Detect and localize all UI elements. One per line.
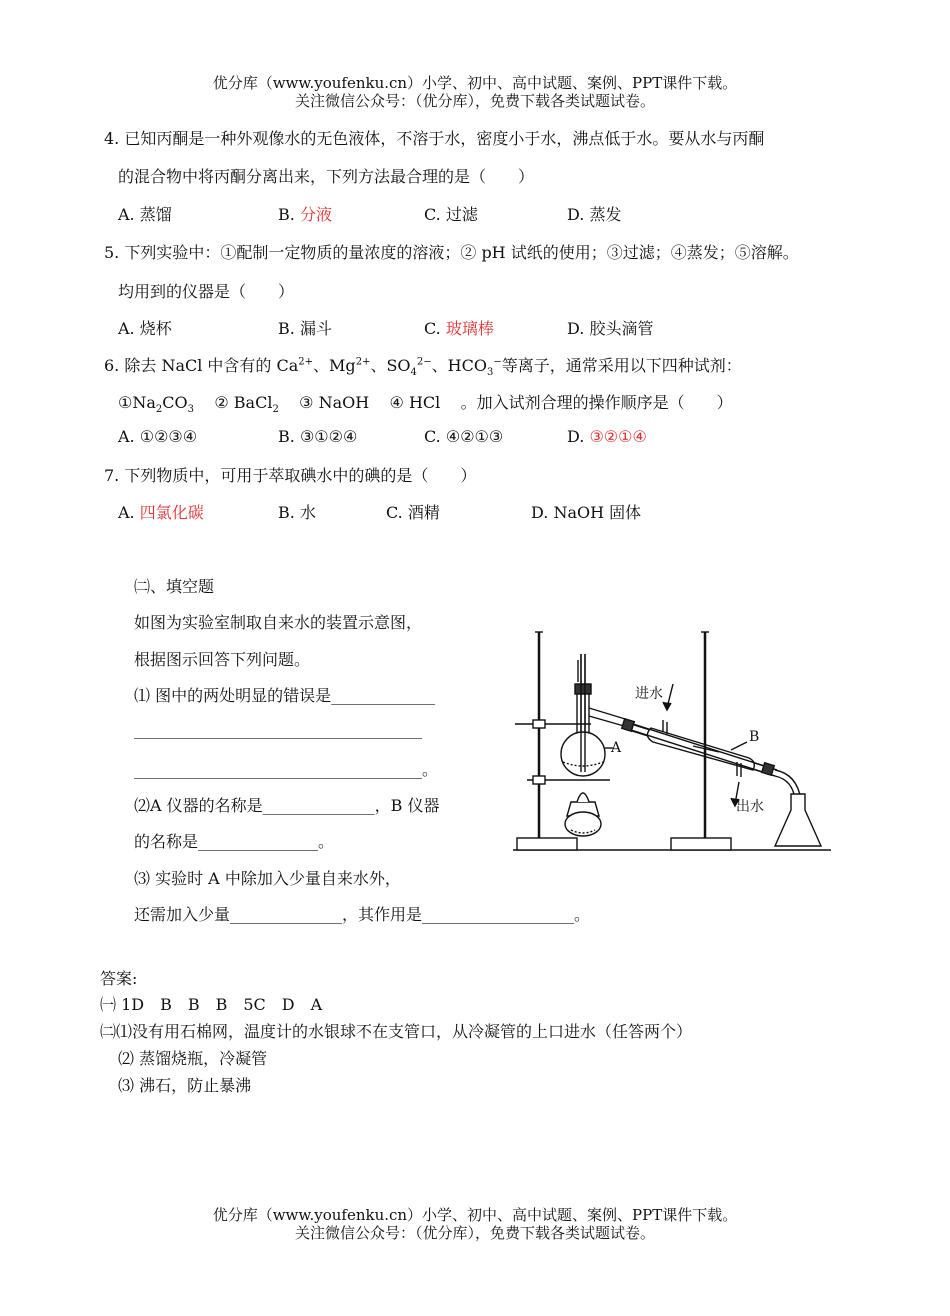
- q5-option-c[interactable]: C. 玻璃棒: [424, 319, 494, 338]
- q4-option-b[interactable]: B. 分液: [278, 205, 332, 224]
- flask-clamp: [515, 720, 591, 728]
- q4-stem-line1: 4. 已知丙酮是一种外观像水的无色液体，不溶于水，密度小于水，沸点低于水。要从水与丙酮: [104, 129, 765, 148]
- q7-option-a[interactable]: A. 四氯化碳: [118, 503, 204, 522]
- q4-stem-line2: 的混合物中将丙酮分离出来，下列方法最合理的是（ ）: [118, 167, 535, 186]
- q5-option-d[interactable]: D. 胶头滴管: [567, 319, 654, 338]
- fill-q1[interactable]: ⑴ 图中的两处明显的错误是_____________: [134, 686, 436, 705]
- footer-line-2: 关注微信公众号：（优分库），免费下载各类试题试卷。: [294, 1224, 655, 1242]
- answers-line-4: ⑶ 沸石，防止暴沸: [118, 1076, 252, 1095]
- q6-option-b[interactable]: B. ③①②④: [278, 427, 358, 446]
- fill-q1-blank-3[interactable]: ____________________________________。: [134, 760, 439, 779]
- fill-q3-line1: ⑶ 实验时 A 中除加入少量自来水外，: [134, 869, 401, 888]
- header-line-1: 优分库（www.youfenku.cn）小学、初中、高中试题、案例、PPT课件下载。: [212, 74, 738, 92]
- answers-title: 答案:: [100, 969, 138, 988]
- q4-option-d[interactable]: D. 蒸发: [567, 205, 622, 224]
- q7-option-c[interactable]: C. 酒精: [386, 503, 440, 522]
- answers-line-3: ⑵ 蒸馏烧瓶，冷凝管: [118, 1049, 268, 1068]
- q6-stem-tail: 。加入试剂合理的操作顺序是（ ）: [460, 393, 733, 412]
- label-water-in: 进水: [635, 686, 663, 702]
- q4-answer: 分液: [299, 205, 332, 224]
- q6-stem-line1: 6. 除去 NaCl 中含有的 $Ca^{2+}$、$Mg^{2+}$、$SO_4^{2-}$、$HCO_3^-$等离子，通常采用以下四种试剂：: [104, 356, 742, 379]
- alcohol-burner: [565, 793, 601, 836]
- q6-option-d[interactable]: D. ③②①④: [567, 427, 647, 446]
- reagent-4: ④ HCl: [389, 393, 441, 412]
- reagent-2: ② BaCl$_2$: [214, 393, 279, 416]
- inlet-arrow: [663, 684, 673, 710]
- q7-answer: 四氯化碳: [139, 503, 204, 522]
- q6-option-a[interactable]: A. ①②③④: [118, 427, 198, 446]
- q5-answer: 玻璃棒: [445, 319, 494, 338]
- q6-answer: ③②①④: [589, 427, 647, 446]
- fill-intro-1: 如图为实验室制取自来水的装置示意图，: [134, 613, 423, 632]
- answers-line-2: ㈡⑴没有用石棉网，温度计的水银球不在支管口，从冷凝管的上口进水（任答两个）: [100, 1022, 693, 1041]
- section-title: ㈡、填空题: [134, 577, 215, 596]
- fill-q3-line2[interactable]: 还需加入少量______________，其作用是___________________。: [134, 905, 591, 924]
- q6-reagents: [118, 390, 733, 415]
- flask-stopper: [575, 684, 591, 694]
- q7-option-b[interactable]: B. 水: [278, 503, 316, 522]
- label-b-pointer: [731, 742, 747, 750]
- label-a: A: [611, 740, 622, 756]
- fill-q1-blank-2[interactable]: ____________________________________: [134, 720, 422, 739]
- header-line-2: 关注微信公众号：（优分库），免费下载各类试题试卷。: [294, 92, 655, 110]
- q5-option-b[interactable]: B. 漏斗: [278, 319, 332, 338]
- footer-line-1: 优分库（www.youfenku.cn）小学、初中、高中试题、案例、PPT课件下载。: [212, 1206, 738, 1224]
- distillation-flask: [561, 654, 605, 776]
- label-water-out: 出水: [736, 799, 764, 815]
- q5-stem-line1: 5. 下列实验中：①配制一定物质的量浓度的溶液；② pH 试纸的使用；③过滤；④蒸发；⑤溶解。: [104, 243, 799, 262]
- label-b: B: [749, 729, 760, 745]
- connector-left: [622, 719, 634, 731]
- q5-stem-line2: 均用到的仪器是（ ）: [118, 282, 295, 301]
- q4-option-a[interactable]: A. 蒸馏: [118, 205, 172, 224]
- support-ring: [527, 776, 610, 784]
- q4-option-c[interactable]: C. 过滤: [424, 205, 478, 224]
- answers-line-1: ㈠ 1D B B B 5C D A: [100, 995, 323, 1014]
- fill-intro-2: 根据图示回答下列问题。: [134, 650, 311, 669]
- fill-q2-line1[interactable]: ⑵A 仪器的名称是______________，B 仪器: [134, 796, 440, 815]
- q5-option-a[interactable]: A. 烧杯: [118, 319, 172, 338]
- q7-option-d[interactable]: D. NaOH 固体: [531, 503, 642, 522]
- receiving-flask: [775, 794, 821, 846]
- fill-q2-line2[interactable]: 的名称是_______________。: [134, 832, 335, 851]
- reagent-3: ③ NaOH: [299, 393, 370, 412]
- q6-option-c[interactable]: C. ④②①③: [424, 427, 504, 446]
- connector-right: [762, 763, 774, 775]
- reagent-1: $①Na_2CO_3$: [118, 393, 194, 416]
- q7-stem: 7. 下列物质中，可用于萃取碘水中的碘的是（ ）: [104, 466, 477, 485]
- distillation-apparatus-diagram: [505, 624, 835, 856]
